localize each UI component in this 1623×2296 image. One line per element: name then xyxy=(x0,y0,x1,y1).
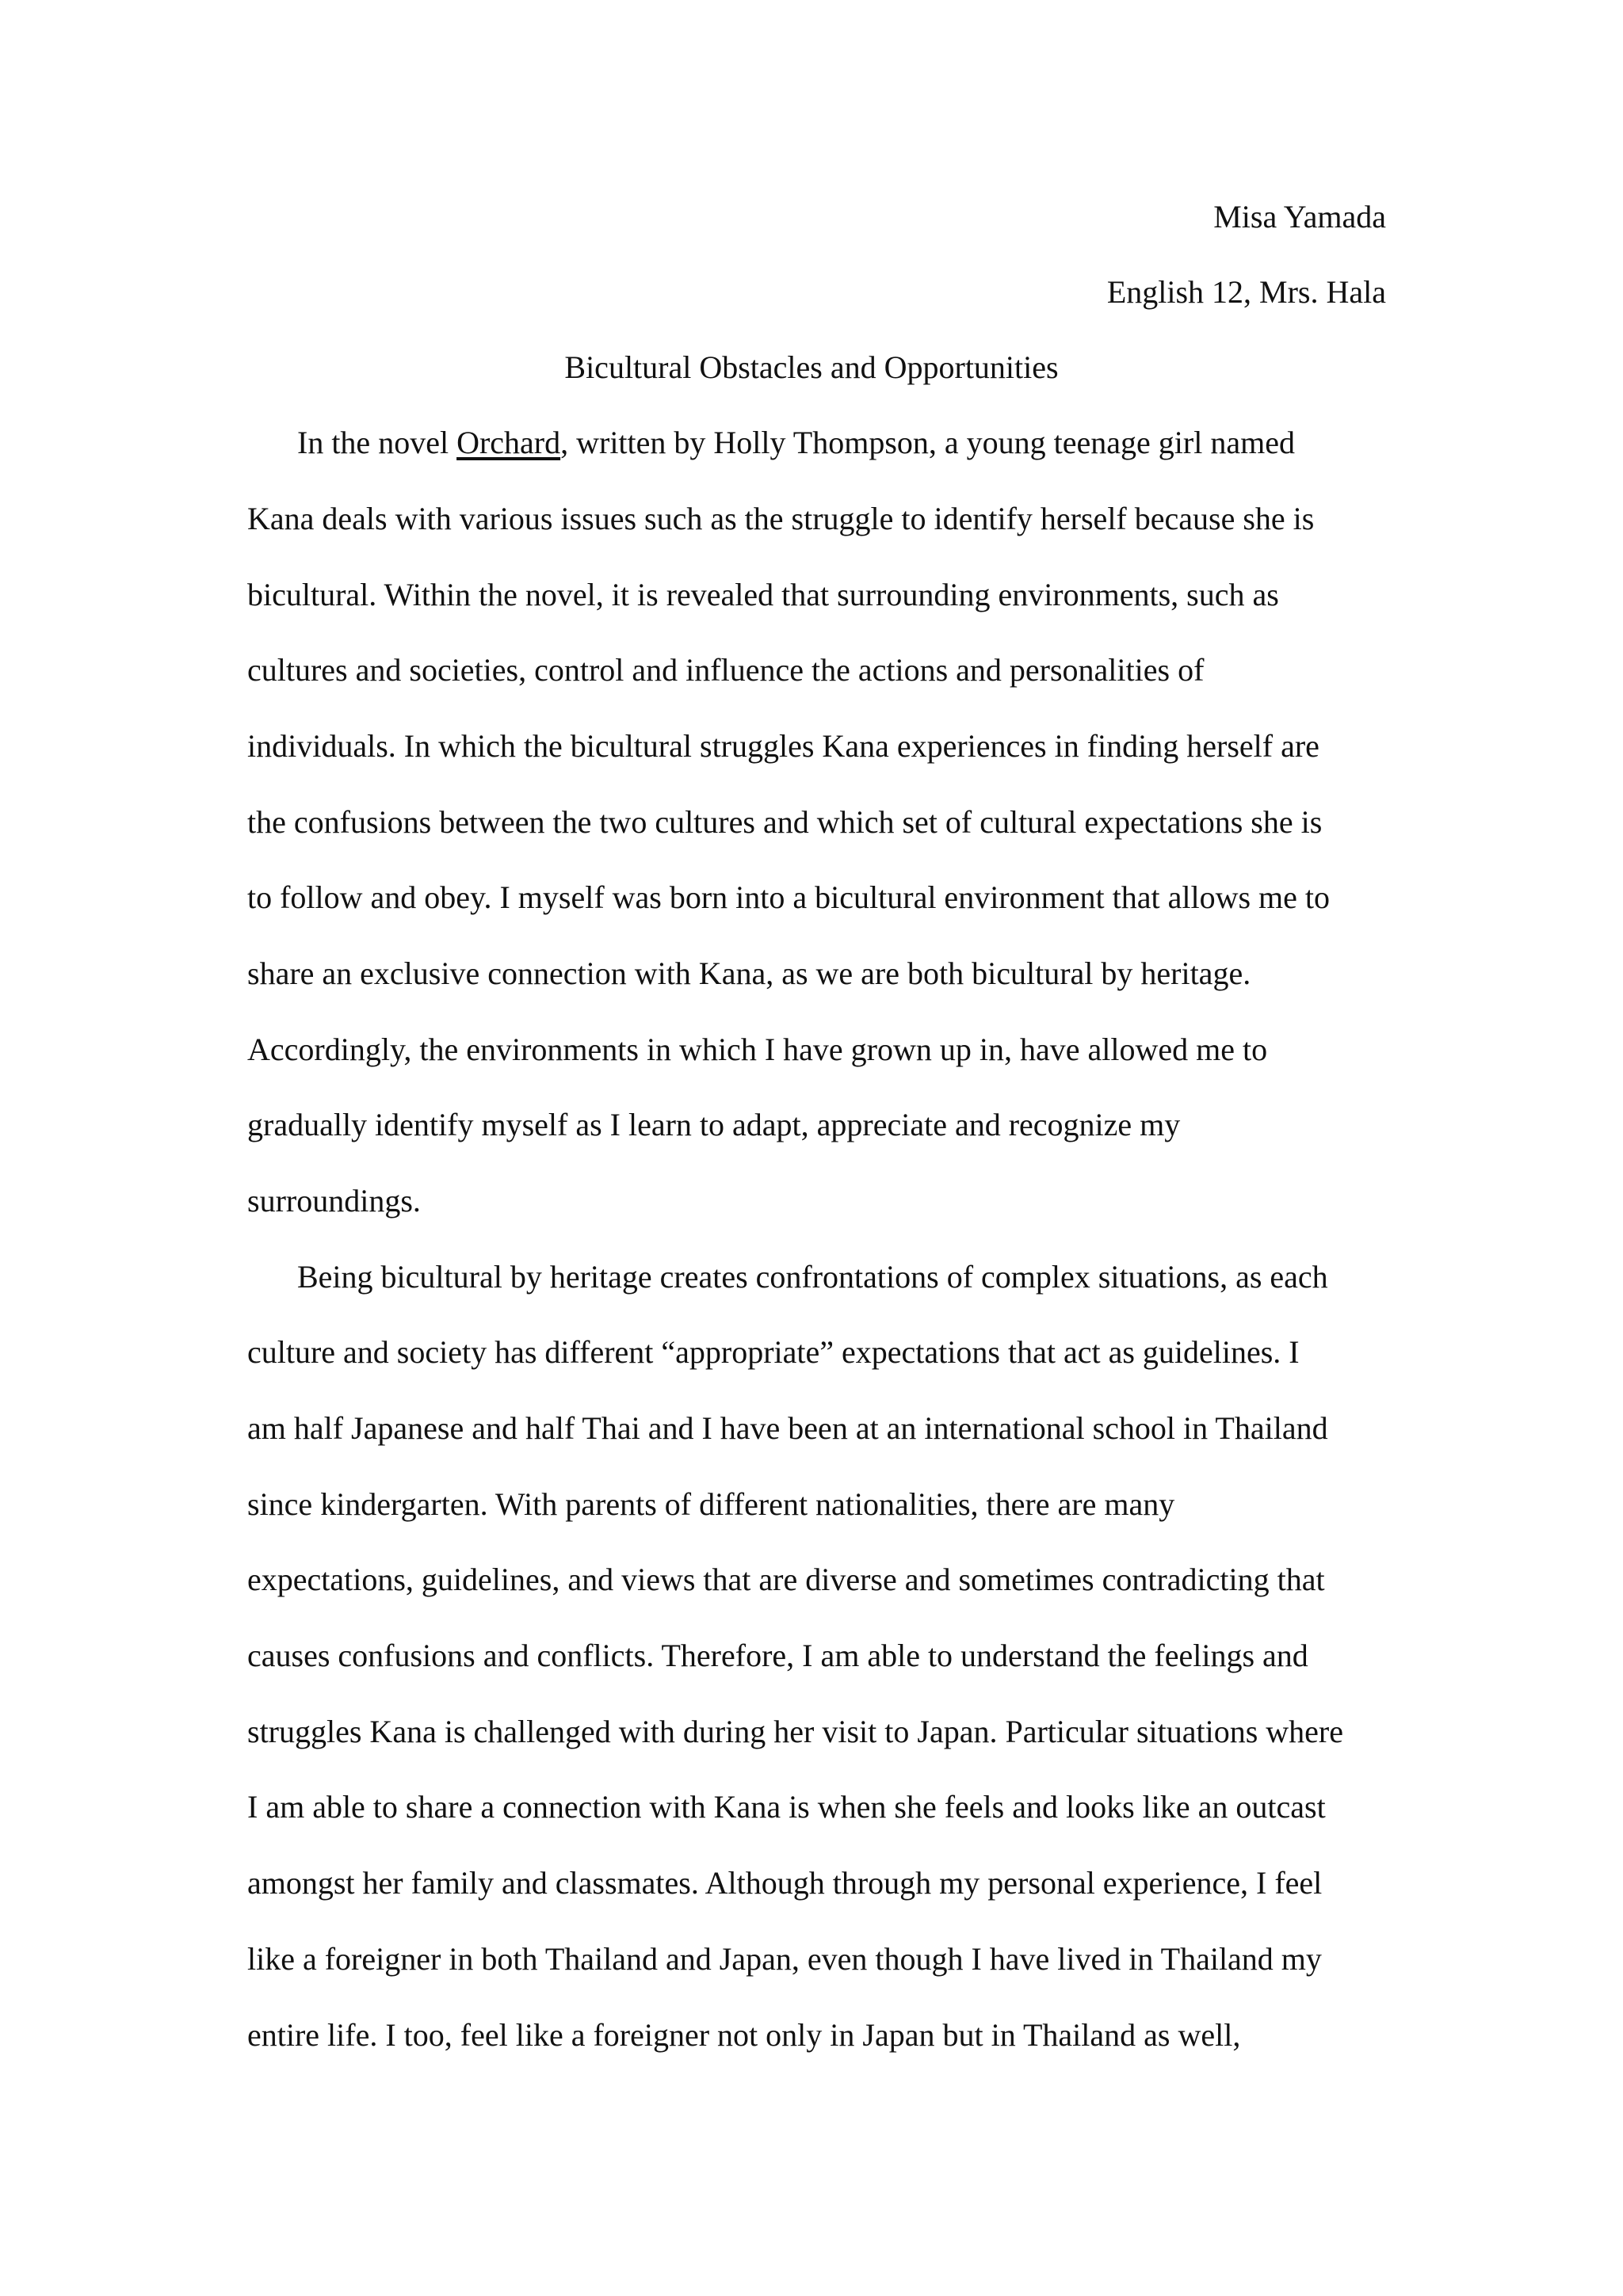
paragraph-2-line: Being bicultural by heritage creates confrontations of complex situations, as each xyxy=(297,1259,1328,1295)
essay-title: Bicultural Obstacles and Opportunities xyxy=(564,349,1059,385)
course-info: English 12, Mrs. Hala xyxy=(1106,274,1386,310)
paragraph-1-line: Accordingly, the environments in which I have grown up in, have allowed me to xyxy=(247,1032,1268,1067)
paragraph-1-line: surroundings. xyxy=(247,1183,421,1219)
paragraph-2-line: expectations, guidelines, and views that are diverse and sometimes contradicting that xyxy=(247,1562,1325,1597)
paragraph-1-line: to follow and obey. I myself was born into a bicultural environment that allows me to xyxy=(247,879,1330,915)
paragraph-2-line: culture and society has different “appropriate” expectations that act as guidelines. I xyxy=(247,1334,1300,1370)
paragraph-2-line: amongst her family and classmates. Although through my personal experience, I feel xyxy=(247,1865,1323,1901)
paragraph-2-line: struggles Kana is challenged with during her visit to Japan. Particular situations where xyxy=(247,1714,1344,1749)
line-text: In the novel xyxy=(297,425,457,460)
paragraph-1-line: Kana deals with various issues such as the struggle to identify herself because she is xyxy=(247,501,1315,536)
paragraph-2-line: I am able to share a connection with Kana is when she feels and looks like an outcast xyxy=(247,1789,1326,1825)
line-text: , written by Holly Thompson, a young teenage girl named xyxy=(560,425,1295,460)
paragraph-1-line: individuals. In which the bicultural struggles Kana experiences in finding herself are xyxy=(247,728,1319,764)
author-name: Misa Yamada xyxy=(1213,199,1386,235)
paragraph-1-line: the confusions between the two cultures and which set of cultural expectations she is xyxy=(247,804,1323,840)
paragraph-1-line-1 xyxy=(297,424,1295,462)
book-title: Orchard xyxy=(456,425,561,460)
paragraph-1-line: bicultural. Within the novel, it is revealed that surrounding environments, such as xyxy=(247,577,1279,612)
paragraph-2-line: am half Japanese and half Thai and I have been at an international school in Thailand xyxy=(247,1410,1328,1446)
paragraph-1-line: share an exclusive connection with Kana, as we are both bicultural by heritage. xyxy=(247,955,1251,991)
paragraph-1-line: gradually identify myself as I learn to adapt, appreciate and recognize my xyxy=(247,1107,1181,1142)
paragraph-2-line: like a foreigner in both Thailand and Japan, even though I have lived in Thailand my xyxy=(247,1941,1322,1977)
paragraph-1-line: cultures and societies, control and influence the actions and personalities of xyxy=(247,652,1205,688)
paragraph-2-line: causes confusions and conflicts. Therefore, I am able to understand the feelings and xyxy=(247,1638,1308,1673)
paragraph-2-line: entire life. I too, feel like a foreigner not only in Japan but in Thailand as well, xyxy=(247,2017,1241,2053)
paragraph-2-line: since kindergarten. With parents of different nationalities, there are many xyxy=(247,1486,1175,1522)
